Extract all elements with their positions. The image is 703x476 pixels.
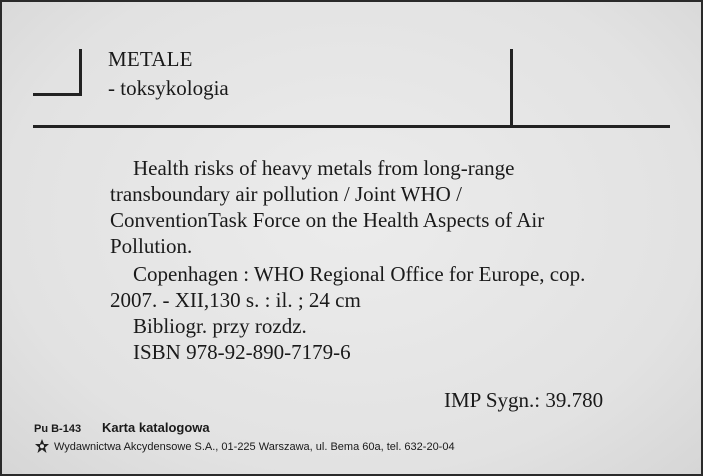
subject-subdivision: - toksykologia	[108, 76, 229, 100]
imprint-line-1: Copenhagen : WHO Regional Office for Europe, cop.	[133, 262, 586, 286]
printer-logo-icon	[34, 438, 50, 454]
title-line-4: Pollution.	[110, 234, 193, 258]
form-id: Pu B-143	[34, 423, 82, 435]
subject-heading: METALE	[108, 47, 193, 71]
printer-imprint: Wydawnictwa Akcydensowe S.A., 01-225 Warszawa, ul. Bema 60a, tel. 632-20-04	[54, 441, 455, 453]
header-vertical-rule	[510, 49, 513, 127]
corner-bracket-horizontal	[33, 93, 82, 96]
call-number: IMP Sygn.: 39.780	[444, 388, 604, 412]
header-horizontal-rule	[33, 125, 670, 128]
bibliography-note: Bibliogr. przy rozdz.	[133, 314, 307, 338]
isbn: ISBN 978-92-890-7179-6	[133, 340, 351, 364]
corner-bracket-vertical	[79, 49, 82, 96]
title-line-1: Health risks of heavy metals from long-range	[133, 156, 515, 180]
form-title: Karta katalogowa	[102, 420, 210, 435]
imprint-line-2: 2007. - XII,130 s. : il. ; 24 cm	[110, 288, 361, 312]
title-line-2: transboundary air pollution / Joint WHO /	[110, 182, 462, 206]
title-line-3: ConventionTask Force on the Health Aspects of Air	[110, 208, 545, 232]
